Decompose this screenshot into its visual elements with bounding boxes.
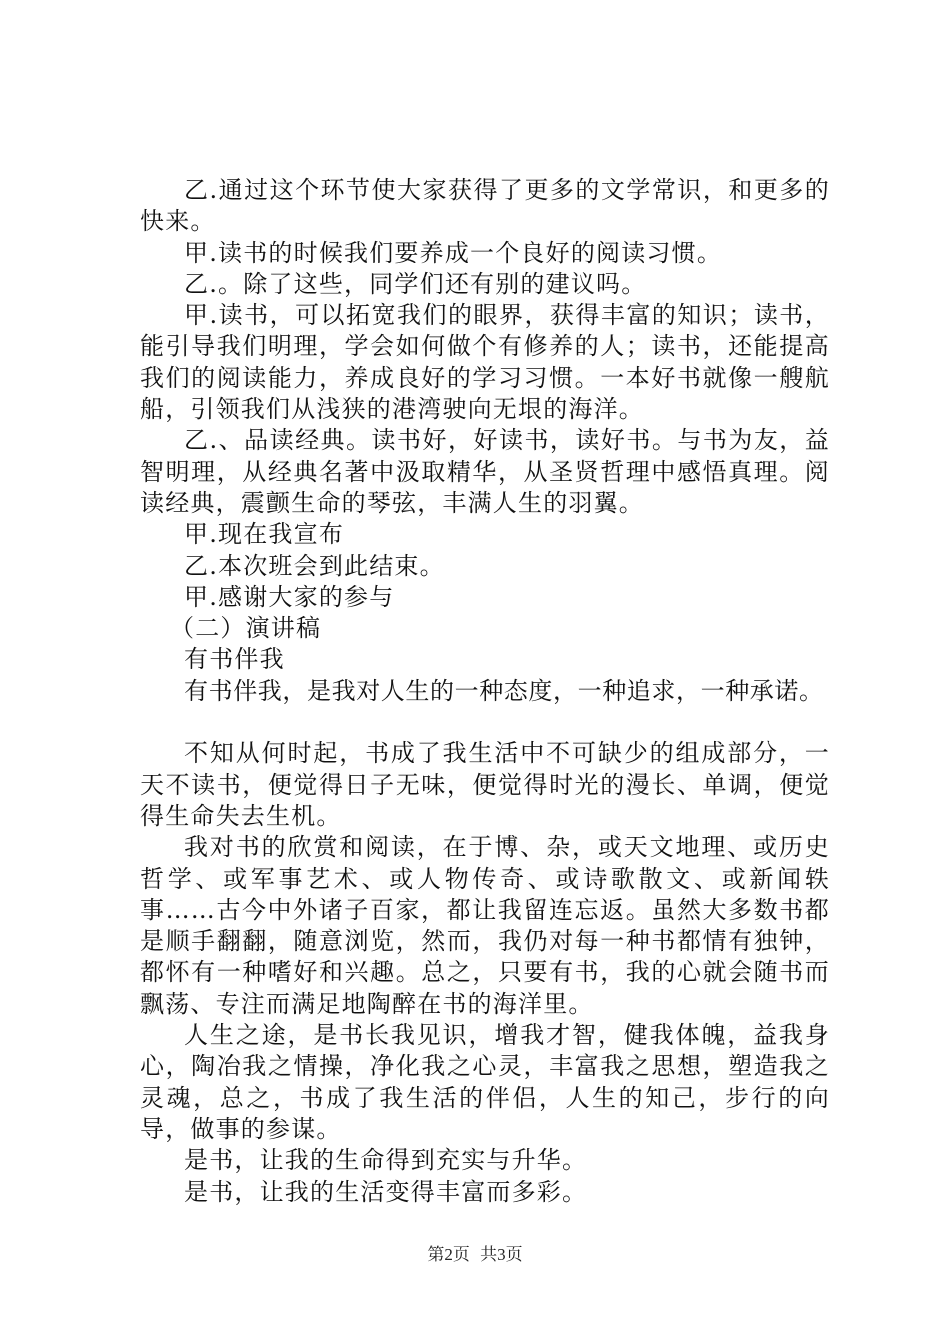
paragraph-2: 甲.读书的时候我们要养成一个良好的阅读习惯。 — [184, 238, 723, 267]
page-total: 共3页 — [480, 1245, 523, 1264]
paragraph-6: 甲.现在我宣布 — [184, 520, 345, 549]
paragraph-3: 乙.。除了这些，同学们还有别的建议吗。 — [184, 269, 647, 298]
paragraph-8: 甲.感谢大家的参与 — [184, 582, 395, 611]
section-heading: （二）演讲稿 — [170, 614, 322, 643]
paragraph-13: 不知从何时起，书成了我生活中不可缺少的组成部分，一天不读书，便觉得日子无味，便觉得时光的漫长、单调，便觉得生命失去生机。 — [140, 739, 830, 830]
page-footer — [0, 1245, 950, 1265]
paragraph-16: 是书，让我的生命得到充实与升华。 — [184, 1146, 588, 1175]
speech-title: 有书伴我 — [184, 645, 285, 674]
paragraph-7: 乙.本次班会到此结束。 — [184, 551, 445, 580]
paragraph-4: 甲.读书，可以拓宽我们的眼界，获得丰富的知识；读书，能引导我们明理，学会如何做个有修养的人；读书，还能提高我们的阅读能力，养成良好的学习习惯。一本好书就像一艘航船，引领我们从浅狭的港湾驶向无垠的海洋。 — [140, 301, 830, 424]
paragraph-1: 乙.通过这个环节使大家获得了更多的文学常识，和更多的快来。 — [140, 176, 830, 236]
paragraph-11: 有书伴我，是我对人生的一种态度，一种追求，一种承诺。 — [184, 676, 824, 705]
blank-line — [140, 707, 830, 738]
paragraph-17: 是书，让我的生活变得丰富而多彩。 — [184, 1177, 588, 1206]
paragraph-14: 我对书的欣赏和阅读，在于博、杂，或天文地理、或历史哲学、或军事艺术、或人物传奇、或诗歌散文、或新闻轶事……古今中外诸子百家，都让我留连忘返。虽然大多数书都是顺手翻翻，随意浏览，然而，我仍对每一种书都情有独钟，都怀有一种嗜好和兴趣。总之，只要有书，我的心就会随书而飘荡、专注而满足地陶醉在书的海洋里。 — [140, 833, 830, 1018]
paragraph-15: 人生之途，是书长我见识，增我才智，健我体魄，益我身心，陶冶我之情操，净化我之心灵，丰富我之思想，塑造我之灵魂，总之，书成了我生活的伴侣，人生的知己，步行的向导，做事的参谋。 — [140, 1021, 830, 1143]
paragraph-5: 乙.、品读经典。读书好，好读书，读好书。与书为友，益智明理，从经典名著中汲取精华，从圣贤哲理中感悟真理。阅读经典，震颤生命的琴弦，丰满人生的羽翼。 — [140, 426, 830, 517]
document-body — [140, 175, 830, 1208]
page-number: 第2页 — [427, 1245, 470, 1264]
